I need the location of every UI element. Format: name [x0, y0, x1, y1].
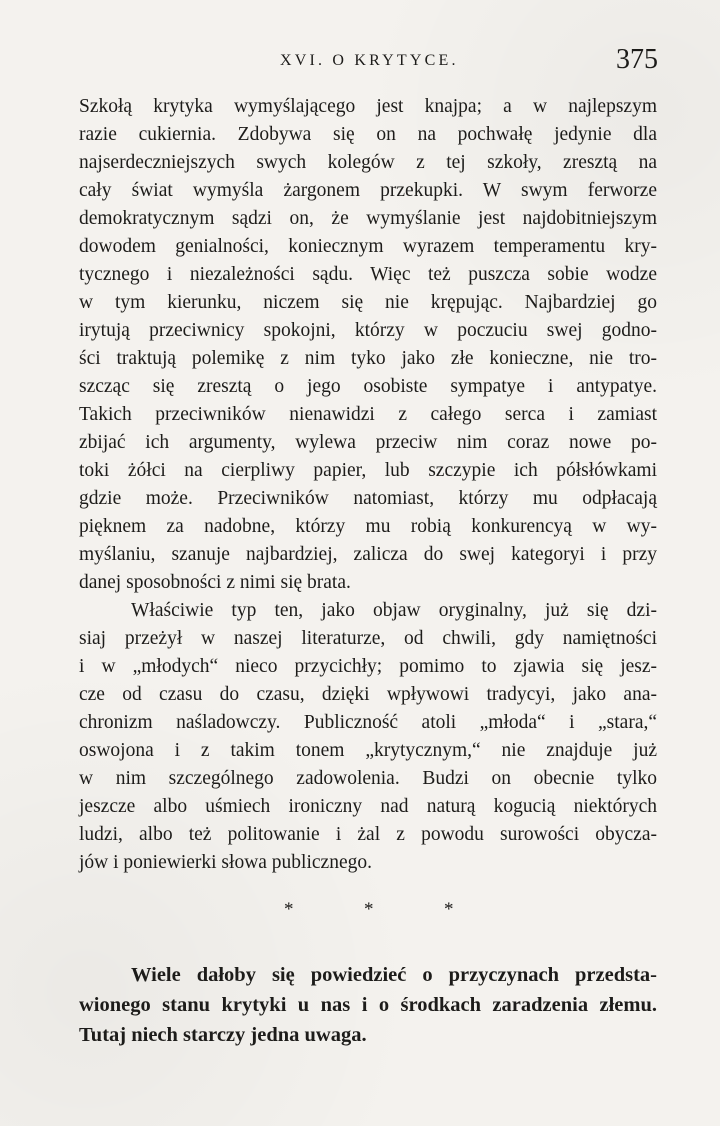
chapter-heading: XVI. O KRYTYCE.	[280, 52, 459, 69]
paragraph-1-line-8: w tym kierunku, niczem się nie krępując. Najbardziej go	[79, 292, 657, 313]
separator-asterisk-2: *	[364, 899, 374, 920]
paragraph-1-line-13: zbijać ich argumenty, wylewa przeciw nim coraz nowe po-	[79, 432, 657, 453]
paragraph-1-line-11: szcząc się zresztą o jego osobiste sympatye i antypatye.	[79, 376, 657, 397]
page-header	[0, 42, 720, 82]
paragraph-2-line-3: i w „młodych“ nieco przycichły; pomimo to zjawia się jesz-	[79, 656, 657, 677]
paragraph-1-line-5: demokratycznym sądzi on, że wymyślanie jest najdobitniejszym	[79, 208, 657, 229]
section-separator	[0, 900, 720, 930]
closing-line-3: Tutaj niech starczy jedna uwaga.	[79, 1024, 367, 1046]
paragraph-2-line-4: cze od czasu do czasu, dzięki wpływowi tradycyi, jako ana-	[79, 684, 657, 705]
paragraph-2-line-7: w nim szczególnego zadowolenia. Budzi on obecnie tylko	[79, 768, 657, 789]
paragraph-1-line-7: tycznego i niezależności sądu. Więc też puszcza sobie wodze	[79, 264, 657, 285]
paragraph-1-line-9: irytują przeciwnicy spokojni, którzy w poczuciu swej godno-	[79, 320, 657, 341]
paragraph-2-line-8: jeszcze albo uśmiech ironiczny nad naturą kogucią niektórych	[79, 796, 657, 817]
paragraph-1-line-2: razie cukiernia. Zdobywa się on na pochwałę jedynie dla	[79, 124, 657, 145]
paragraph-1-line-16: pięknem za nadobne, którzy mu robią konkurencyą w wy-	[79, 516, 657, 537]
paragraph-1-line-3: najserdeczniejszych swych kolegów z tej szkoły, zresztą na	[79, 152, 657, 173]
paragraph-1-line-17: myślaniu, szanuje najbardziej, zalicza do swej kategoryi i przy	[79, 544, 657, 565]
paragraph-1-line-4: cały świat wymyśla żargonem przekupki. W swym ferworze	[79, 180, 657, 201]
paragraph-1-line-10: ści traktują polemikę z nim tyko jako złe konieczne, nie tro-	[79, 348, 657, 369]
paragraph-1-line-14: toki żółci na cierpliwy papier, lub szczypie ich półsłówkami	[79, 460, 657, 481]
paragraph-2-line-1: Właściwie typ ten, jako objaw oryginalny, już się dzi-	[131, 600, 657, 621]
paragraph-1-line-18: danej sposobności z nimi się brata.	[79, 572, 351, 593]
paragraph-2-line-9: ludzi, albo też politowanie i żal z powodu surowości obycza-	[79, 824, 657, 845]
closing-line-2: wionego stanu krytyki u nas i o środkach zaradzenia złemu.	[79, 994, 657, 1016]
paragraph-1-line-1: Szkołą krytyka wymyślającego jest knajpa; a w najlepszym	[79, 96, 657, 117]
paragraph-1-line-12: Takich przeciwników nienawidzi z całego serca i zamiast	[79, 404, 657, 425]
separator-asterisk-1: *	[284, 899, 294, 920]
paragraph-2-line-6: oswojona i z takim tonem „krytycznym,“ nie znajduje już	[79, 740, 657, 761]
paragraph-2-line-5: chronizm naśladowczy. Publiczność atoli „młoda“ i „stara,“	[79, 712, 657, 733]
page-number: 375	[616, 44, 658, 75]
separator-asterisk-3: *	[444, 899, 454, 920]
paragraph-2-line-2: siaj przeżył w naszej literaturze, od chwili, gdy namiętności	[79, 628, 657, 649]
closing-line-1: Wiele dałoby się powiedzieć o przyczynach przedsta-	[131, 964, 657, 986]
paragraph-1-line-15: gdzie może. Przeciwników natomiast, którzy mu odpłacają	[79, 488, 657, 509]
paragraph-2-line-10: jów i poniewierki słowa publicznego.	[79, 852, 372, 873]
paragraph-1-line-6: dowodem genialności, koniecznym wyrazem temperamentu kry-	[79, 236, 657, 257]
